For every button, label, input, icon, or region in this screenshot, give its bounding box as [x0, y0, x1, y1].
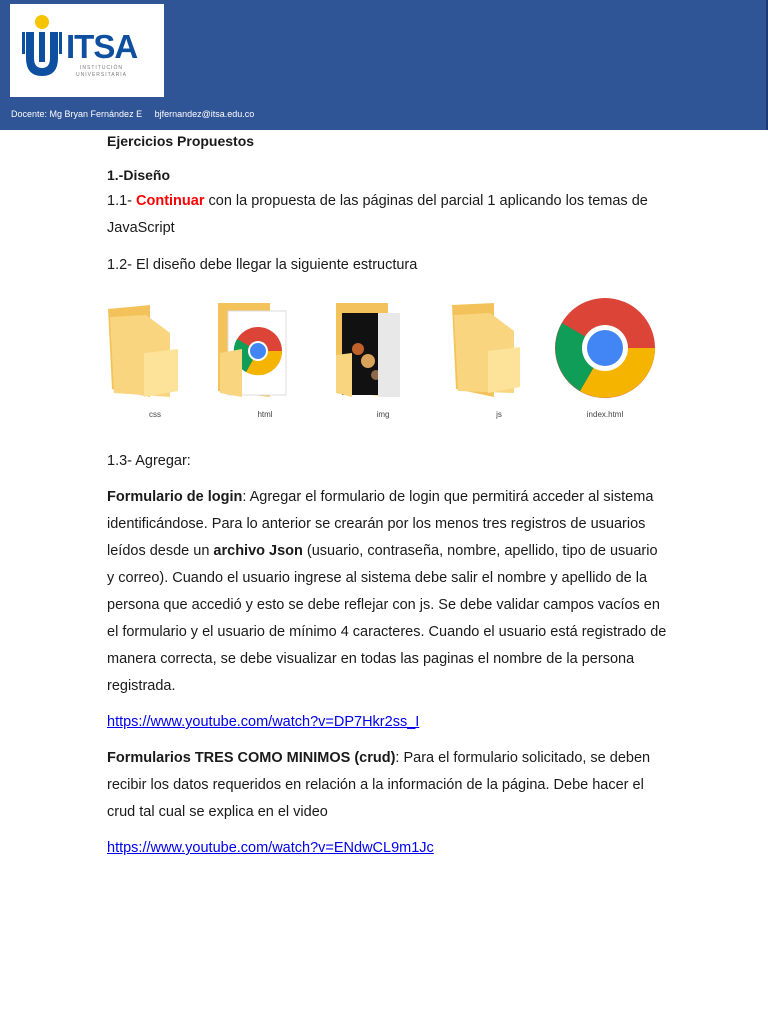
section-title: Ejercicios Propuestos — [107, 133, 255, 149]
folder-label: img — [376, 410, 390, 419]
folder-chrome-icon — [210, 293, 320, 403]
itsa-logo — [10, 4, 164, 97]
chrome-icon — [550, 293, 660, 403]
logo-wordmark: ITSA — [66, 28, 138, 65]
login-text-2: (usuario, contraseña, nombre, apellido, tipo de usuario y correo). Cuando el usuario ingrese al sistema debe salir el nombre y apellido de la persona que accedió y esto se debe reflejar con js. Se debe validar campos vacíos en el formulario y el usuario de mínimo 4 caracteres. Cuando el usuario está registrado de manera correcta, se debe visualizar en todas las paginas el nombre de la persona registrada. — [107, 543, 667, 694]
folder-css — [100, 293, 210, 423]
login-paragraph — [107, 484, 667, 700]
login-title: Formulario de login — [107, 489, 243, 505]
itsa-logo-mark-icon — [22, 10, 66, 76]
crud-title: Formularios TRES COMO MINIMOS (crud) — [107, 750, 396, 766]
item-1-1 — [107, 188, 667, 242]
item-1-1-text: con la propuesta de las páginas del parcial 1 aplicando los temas de JavaScript — [107, 193, 648, 236]
crud-text: : Para el formulario solicitado, se deben recibir los datos requeridos en relación a la información de la página. Debe hacer el crud tal cual se explica en el video — [107, 750, 651, 820]
crud-paragraph — [107, 745, 667, 826]
folder-label: css — [149, 410, 161, 419]
folder-icon — [444, 293, 554, 403]
crud-video-link[interactable]: https://www.youtube.com/watch?v=ENdwCL9m1Jc — [107, 840, 434, 856]
folder-structure — [100, 293, 670, 423]
folder-icon — [100, 293, 210, 403]
document-body-2 — [107, 448, 667, 862]
item-1-1-prefix: 1.1- — [107, 193, 137, 209]
folder-images-icon — [328, 293, 438, 403]
design-title: 1.-Diseño — [107, 167, 171, 183]
login-video-link[interactable]: https://www.youtube.com/watch?v=DP7Hkr2ss_I — [107, 714, 420, 730]
logo-subtitle-1: INSTITUCIÓN — [80, 65, 123, 71]
logo-subtitle-2: UNIVERSITARIA — [76, 72, 127, 78]
file-label: index.html — [586, 410, 624, 419]
folder-html — [210, 293, 320, 423]
file-index-html — [550, 293, 660, 423]
folder-js — [444, 293, 554, 423]
login-text-1: : Agregar el formulario de login que permitirá acceder al sistema identificándose. Para lo anterior se crearán por los menos tres registros de usuarios leídos desde un — [107, 489, 654, 559]
document-body — [107, 131, 667, 279]
folder-label: html — [257, 410, 273, 419]
continuar-highlight: Continuar — [136, 193, 205, 209]
folder-label: js — [496, 410, 502, 419]
item-1-3: 1.3- Agregar: — [107, 453, 191, 469]
item-1-2: 1.2- El diseño debe llegar la siguiente estructura — [107, 257, 418, 273]
header-banner — [0, 0, 768, 130]
docente-info: Docente: Mg Bryan Fernández E bjfernandez@itsa.edu.co — [11, 109, 255, 119]
folder-img — [328, 293, 438, 423]
archivo-json: archivo Json — [213, 543, 303, 559]
